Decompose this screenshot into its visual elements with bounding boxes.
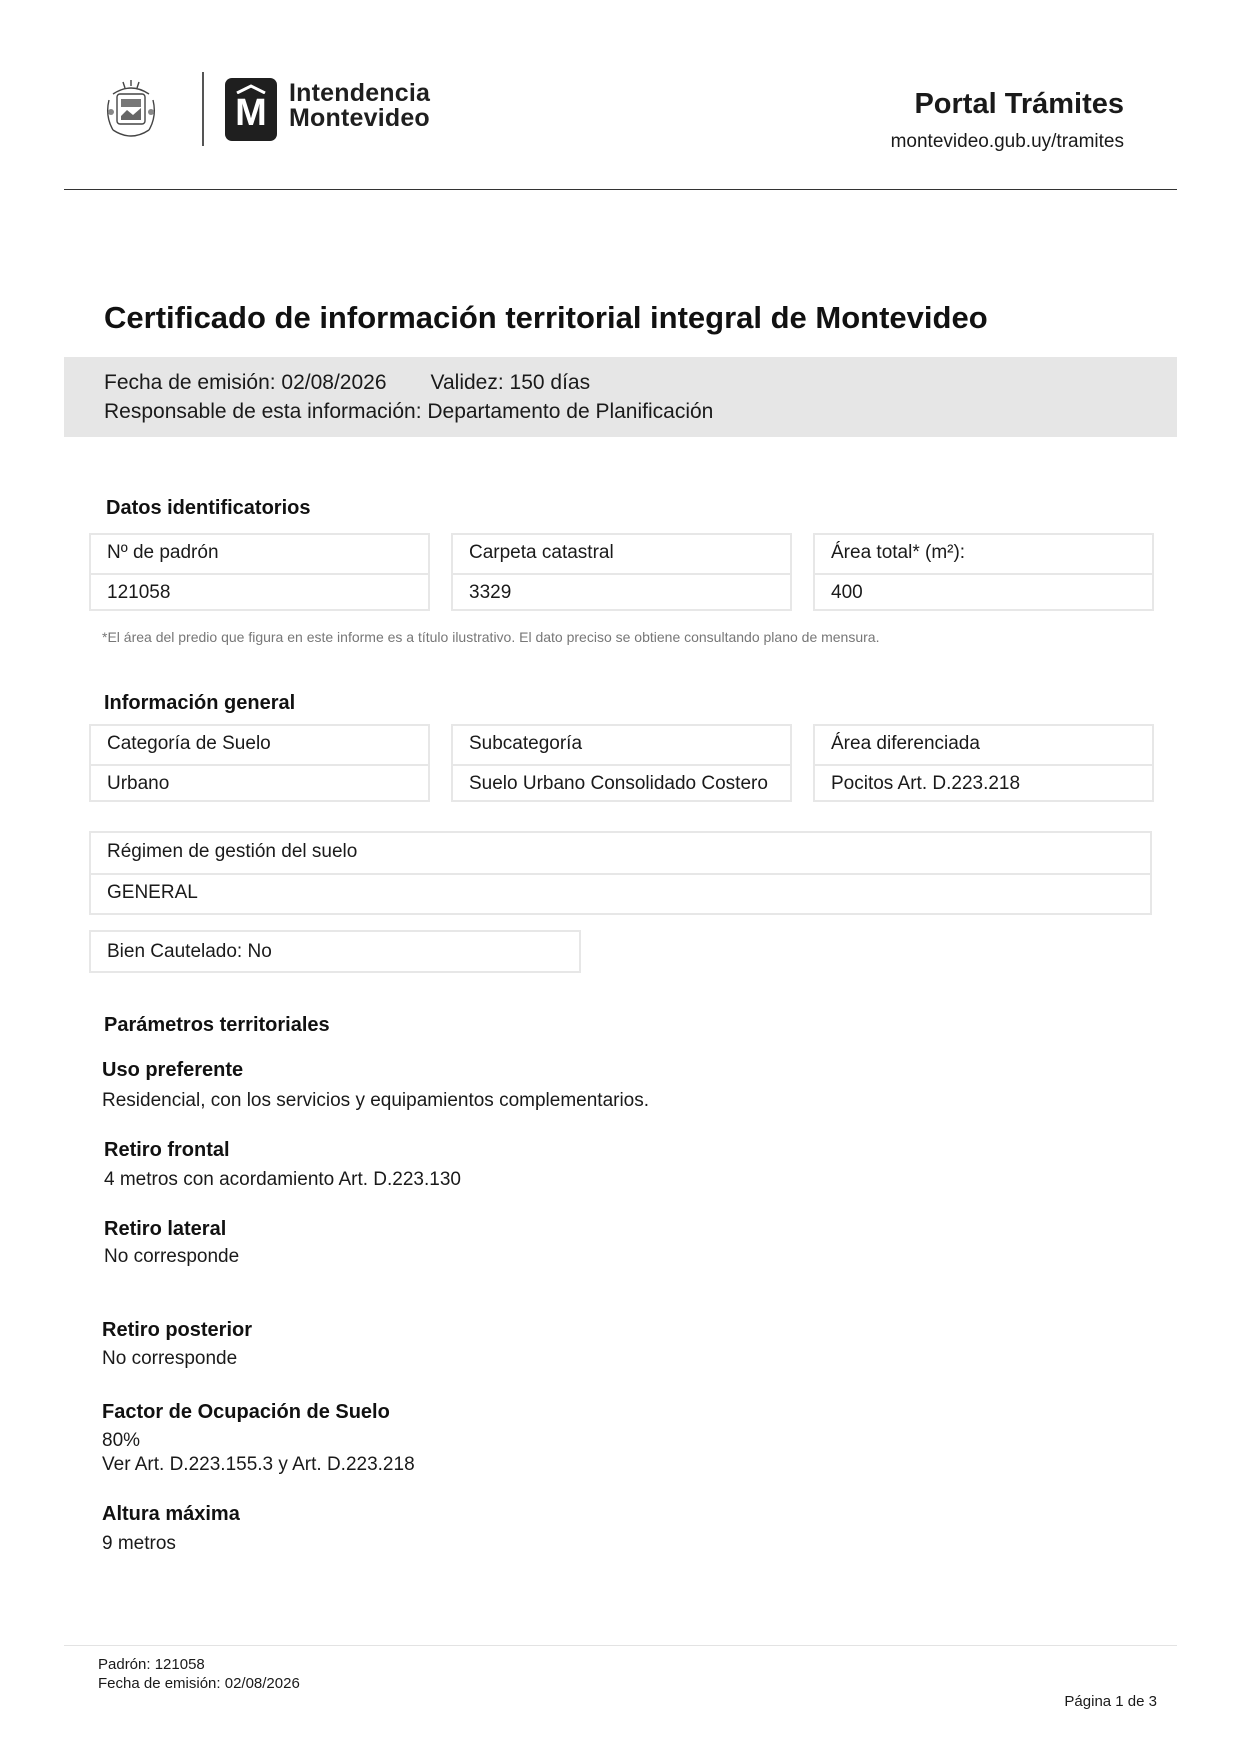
param-value-retiro-posterior: No corresponde (102, 1348, 238, 1369)
portal-title: Portal Trámites (914, 88, 1124, 120)
field-label: Subcategoría (469, 733, 583, 754)
field-label: Área diferenciada (831, 733, 980, 754)
param-title-uso-preferente: Uso preferente (102, 1059, 244, 1081)
param-title-retiro-lateral: Retiro lateral (104, 1218, 227, 1240)
area-total-field (813, 533, 1154, 611)
param-value-altura-maxima: 9 metros (102, 1533, 176, 1554)
logo-text-line1: Intendencia (289, 79, 431, 107)
section-title-datos-identificatorios: Datos identificatorios (106, 497, 311, 519)
field-value: 3329 (453, 573, 790, 611)
padron-field (89, 533, 430, 611)
fecha-emision: Fecha de emisión: 02/08/2026 (104, 371, 387, 394)
field-value: 121058 (91, 573, 428, 611)
emission-line (104, 371, 590, 395)
categoria-suelo-field (89, 724, 430, 802)
field-label: Categoría de Suelo (107, 733, 271, 754)
field-label: Nº de padrón (107, 542, 219, 563)
header-divider (64, 189, 1177, 190)
field-value: Suelo Urbano Consolidado Costero (453, 764, 790, 802)
field-value: Urbano (91, 764, 428, 802)
intendencia-m-logo: M (225, 78, 277, 141)
area-disclaimer-note: *El área del predio que figura en este informe es a título ilustrativo. El dato preciso se obtiene consultando plano de mensura. (102, 629, 880, 645)
footer-divider (64, 1645, 1177, 1646)
param-title-altura-maxima: Altura máxima (102, 1503, 240, 1525)
param-title-retiro-posterior: Retiro posterior (102, 1319, 253, 1341)
param-value-retiro-frontal: 4 metros con acordamiento Art. D.223.130 (104, 1169, 461, 1190)
section-title-informacion-general: Información general (104, 692, 296, 714)
param-value-retiro-lateral: No corresponde (104, 1246, 240, 1267)
field-value: GENERAL (91, 873, 1150, 911)
field-value: 400 (815, 573, 1152, 611)
carpeta-catastral-field (451, 533, 792, 611)
param-value-factor-ocupacion-ref: Ver Art. D.223.155.3 y Art. D.223.218 (102, 1454, 415, 1475)
emission-info-band (64, 357, 1177, 437)
regimen-gestion-field (89, 831, 1152, 915)
portal-url[interactable]: montevideo.gub.uy/tramites (890, 131, 1124, 152)
logo-separator (202, 72, 204, 146)
section-title-parametros-territoriales: Parámetros territoriales (104, 1014, 330, 1036)
footer-fecha-emision: Fecha de emisión: 02/08/2026 (98, 1675, 300, 1692)
param-value-uso-preferente: Residencial, con los servicios y equipamientos complementarios. (102, 1090, 650, 1111)
param-title-factor-ocupacion: Factor de Ocupación de Suelo (102, 1401, 390, 1423)
footer-page-number: Página 1 de 3 (1064, 1693, 1157, 1710)
field-label: Carpeta catastral (469, 542, 614, 563)
responsable: Responsable de esta información: Departamento de Planificación (104, 400, 714, 423)
bien-cautelado-value: Bien Cautelado: No (107, 941, 272, 962)
field-label: Régimen de gestión del suelo (107, 841, 358, 862)
logo-text-line2: Montevideo (289, 104, 430, 132)
subcategoria-field (451, 724, 792, 802)
field-label: Área total* (m²): (831, 542, 966, 563)
param-title-retiro-frontal: Retiro frontal (104, 1139, 230, 1161)
validez: Validez: 150 días (430, 371, 591, 394)
area-diferenciada-field (813, 724, 1154, 802)
document-title: Certificado de información territorial integral de Montevideo (104, 300, 988, 335)
param-value-factor-ocupacion: 80% (102, 1430, 141, 1451)
logo-wordmark (289, 81, 430, 131)
montevideo-coat-of-arms-logo (103, 72, 159, 144)
field-value: Pocitos Art. D.223.218 (815, 764, 1152, 802)
bien-cautelado-field (89, 930, 581, 973)
footer-padron: Padrón: 121058 (98, 1656, 205, 1673)
